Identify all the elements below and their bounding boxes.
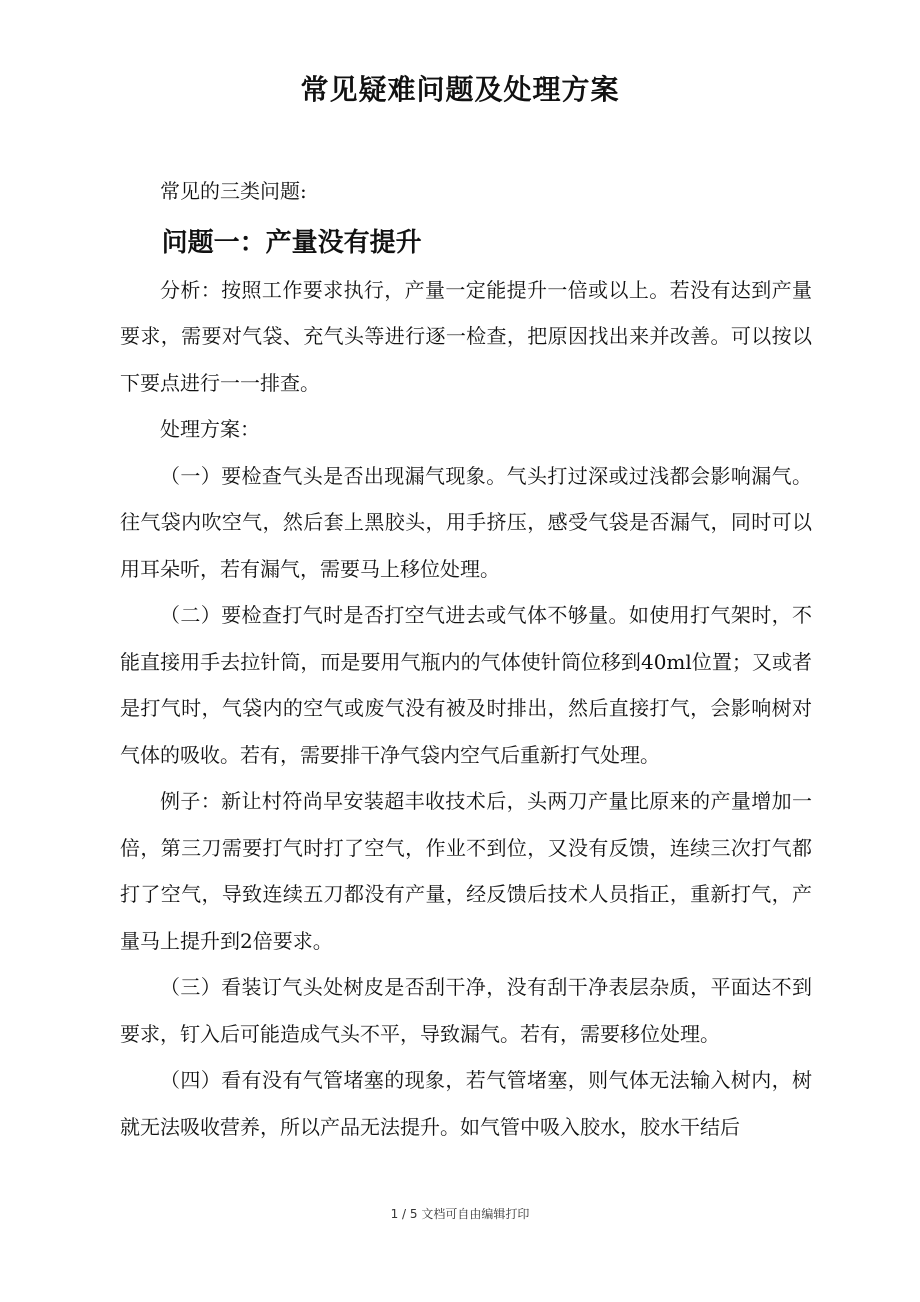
item-3-paragraph: （三）看装订气头处树皮是否刮干净，没有刮干净表层杂质，平面达不到要求，钉入后可能造成气头不平，导致漏气。若有，需要移位处理。 [120,975,812,1046]
analysis-paragraph: 分析：按照工作要求执行，产量一定能提升一倍或以上。若没有达到产量要求，需要对气袋、充气头等进行逐一检查，把原因找出来并改善。可以按以下要点进行一一排查。 [120,277,812,395]
intro-paragraph: 常见的三类问题: [160,179,307,203]
document-title: 常见疑难问题及处理方案 [300,73,620,106]
item-4-paragraph: （四）看有没有气管堵塞的现象，若气管堵塞，则气体无法输入树内，树就无法吸收营养，所以产品无法提升。如气管中吸入胶水，胶水干结后 [120,1068,812,1139]
section-heading: 问题一：产量没有提升 [161,227,422,258]
document-body [120,168,812,1150]
item-1-paragraph: （一）要检查气头是否出现漏气现象。气头打过深或过浅都会影响漏气。往气袋内吹空气，然后套上黑胶头，用手挤压，感受气袋是否漏气，同时可以用耳朵听，若有漏气，需要马上移位处理。 [120,463,812,581]
example-paragraph: 例子：新让村符尚早安装超丰收技术后，头两刀产量比原来的产量增加一倍，第三刀需要打气时打了空气，作业不到位，又没有反馈，连续三次打气都打了空气，导致连续五刀都没有产量，经反馈后技术人员指正，重新打气，产量马上提升到2倍要求。 [120,789,812,953]
solution-label: 处理方案： [160,417,260,441]
item-2-paragraph: （二）要检查打气时是否打空气进去或气体不够量。如使用打气架时，不能直接用手去拉针筒，而是要用气瓶内的气体使针筒位移到40ml位置；又或者是打气时，气袋内的空气或废气没有被及时排出，然后直接打气，会影响树对气体的吸收。若有，需要排干净气袋内空气后重新打气处理。 [120,603,812,767]
page-footer: 1 / 5 文档可自由编辑打印 [390,1207,530,1221]
